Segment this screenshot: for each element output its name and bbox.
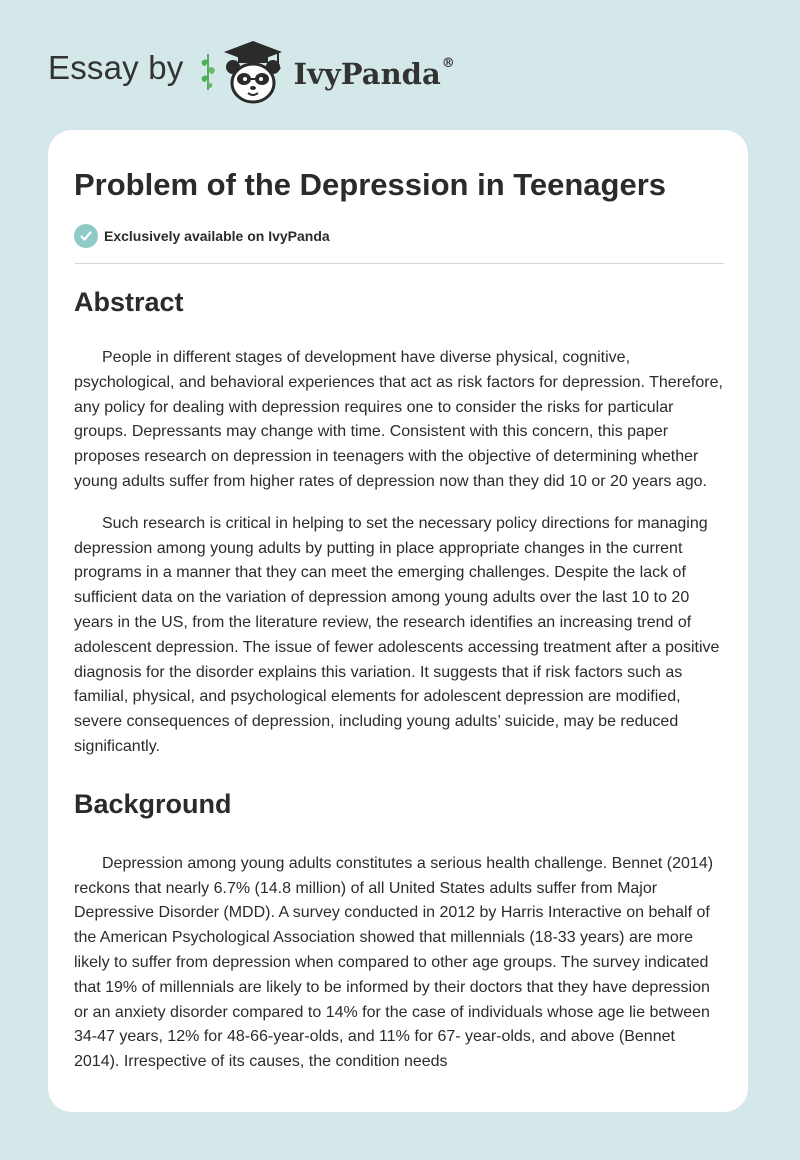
abstract-heading: Abstract (74, 287, 184, 317)
essay-card (48, 130, 748, 1112)
essay-title: Problem of the Depression in Teenagers (74, 167, 667, 202)
ivy-leaf-icon (198, 52, 218, 92)
check-icon (74, 224, 98, 248)
ivypanda-logo[interactable] (198, 37, 455, 107)
title-divider (75, 263, 724, 264)
site-header (48, 36, 455, 108)
background-paragraph-1: Depression among young adults constitutes a serious health challenge. Bennet (2014) reckons that nearly 6.7% (14.8 million) of all United States adults suffer from Major Depressive Disorder (MDD). A survey conducted in 2012 by Harris Interactive on behalf of the American Psychological Association showed that millennials (18-33 years) are more likely to suffer from depression when compared to other age groups. The survey indicated that 19% of millennials are likely to be informed by their doctors that they have depression or an anxiety disorder compared to 14% for the case of individuals whose age lie between 34-47 years, 12% for 48-66-year-olds, and 11% for 67- year-olds, and above (Bennet 2014). Irrespective of its causes, the condition needs (74, 854, 714, 1071)
essay-by-label: Essay by (48, 49, 184, 86)
abstract-paragraph-2: Such research is critical in helping to set the necessary policy directions for managing depression among young adults by putting in place appropriate changes in the current programs in a manner that they can meet the emerging challenges. Despite the lack of sufficient data on the variation of depression among young adults over the last 10 to 20 years in the US, from the literature review, the research identifies an increasing trend of adolescent depression. The issue of fewer adolescents accessing treatment after a positive diagnosis for the disorder explains this variation. It suggests that if risk factors such as familial, physical, and psychological elements for adolescent depression are modified, severe consequences of depression, including young adults’ suicide, may be reduced significantly. (74, 514, 720, 755)
brand-name: IvyPanda® (293, 56, 455, 91)
abstract-paragraph-1: People in different stages of development have diverse physical, cognitive, psychological, and behavioral experiences that act as risk factors for depression. Therefore, any policy for dealing with depression requires one to consider the risks for particular groups. Depressants may change with time. Consistent with this concern, this paper proposes research on depression in teenagers with the objective of determining whether young adults suffer from higher rates of depression now than they did 10 or 20 years ago. (74, 349, 723, 490)
exclusive-badge (74, 224, 724, 248)
background-heading: Background (74, 788, 232, 819)
registered-mark: ® (441, 56, 455, 72)
panda-mascot-icon (218, 37, 288, 107)
exclusive-badge-label: Exclusively available on IvyPanda (104, 228, 330, 244)
